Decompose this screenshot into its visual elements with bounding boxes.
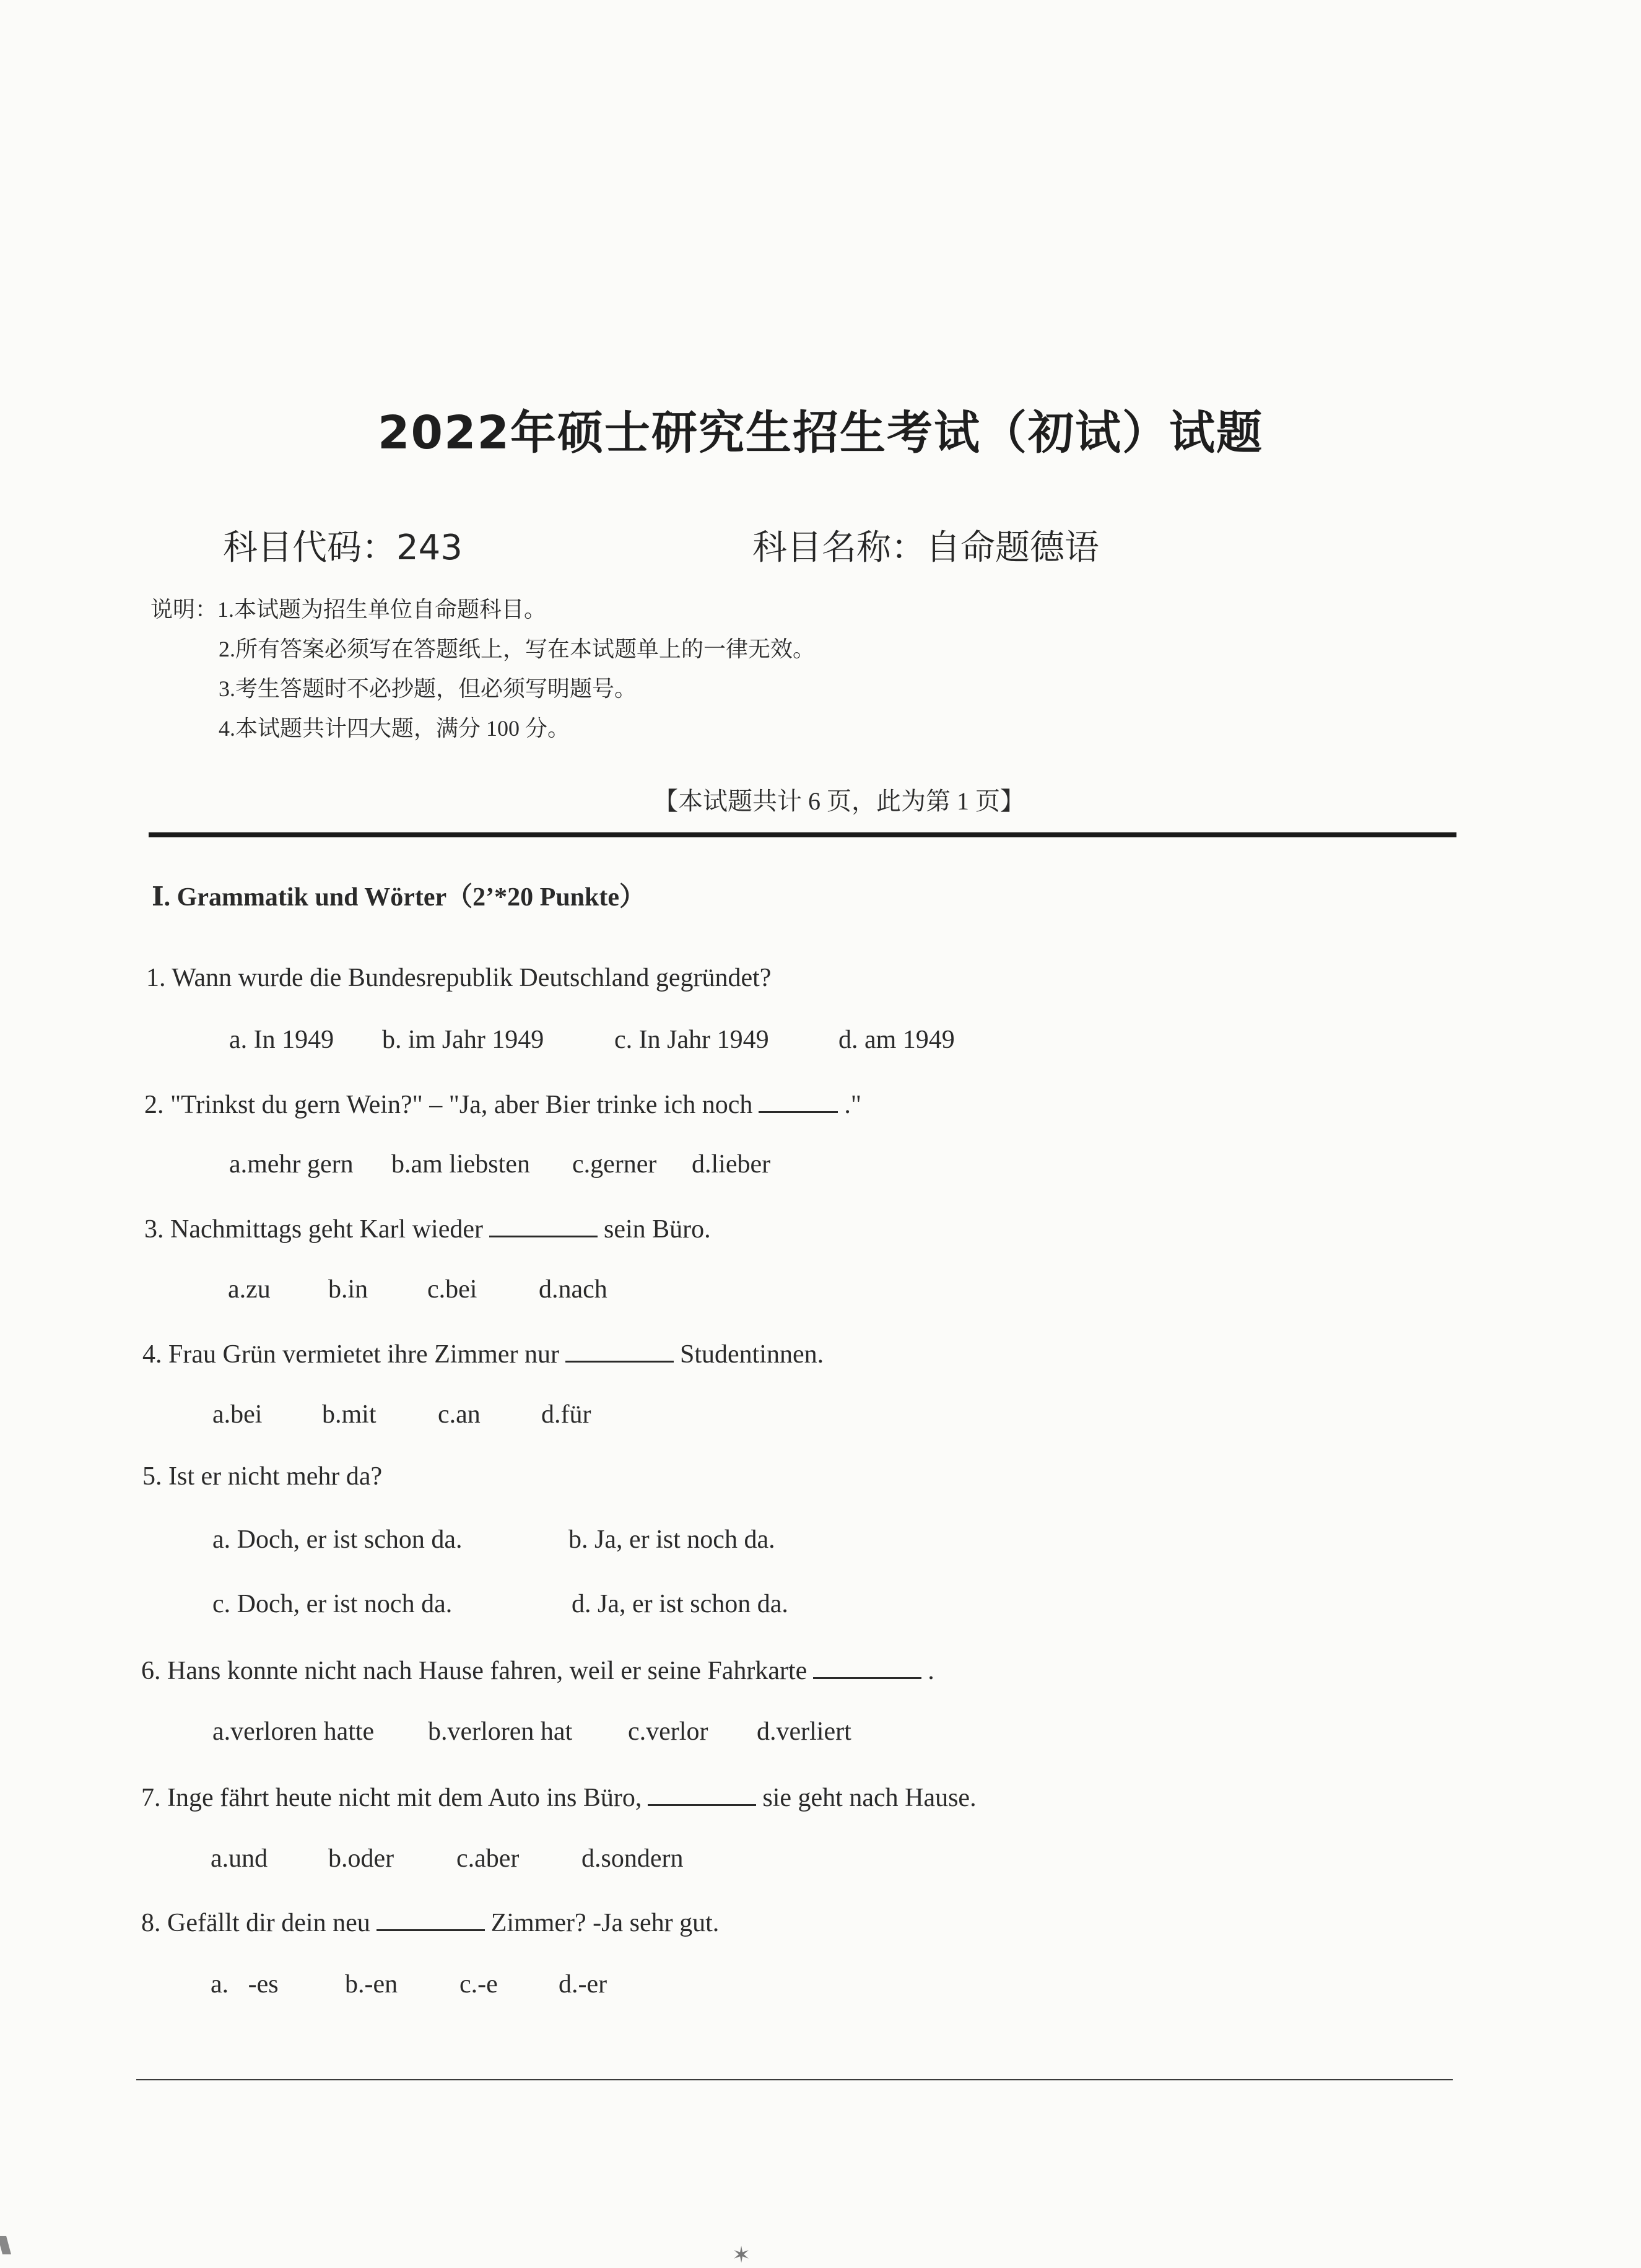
question-4: 4. Frau Grün vermietet ihre Zimmer nur Studentinnen. [142,1337,824,1369]
section-heading: Ⅰ. Grammatik und Wörter（2’*20 Punkte） [152,883,646,912]
question-3: 3. Nachmittags geht Karl wieder sein Büro. [144,1212,711,1244]
question-6: 6. Hans konnte nicht nach Hause fahren, weil er seine Fahrkarte . [141,1654,934,1686]
question-6-options [212,1717,851,1747]
instruction-item: 2.所有答案必须写在答题纸上，写在本试题单上的一律无效。 [219,637,816,661]
answer-blank [489,1212,598,1237]
question-5-options-row-1 [212,1525,775,1555]
answer-blank [377,1906,485,1931]
instruction-item: 3.考生答题时不必抄题，但必须写明题号。 [219,676,637,701]
question-2-options [229,1149,770,1179]
option: a.verloren hatte [212,1717,375,1746]
question-7-options [211,1844,683,1873]
option: d.nach [539,1275,607,1304]
option: c. In Jahr 1949 [614,1026,769,1054]
answer-blank [648,1781,756,1806]
exam-title: 2022年硕士研究生招生考试（初试）试题 [378,406,1263,460]
option: a. In 1949 [229,1026,334,1054]
question-4-options [212,1400,591,1429]
instructions [150,590,815,748]
question-3-options [228,1275,607,1304]
option: c. Doch, er ist noch da. [212,1590,453,1618]
answer-blank [813,1654,921,1679]
option: a.und [211,1844,268,1873]
option: b.oder [328,1844,394,1873]
page-indicator: 【本试题共计 6 页，此为第 1 页】 [653,787,1025,815]
option: a.mehr gern [229,1150,354,1179]
question-8-options [211,1969,607,1999]
question-5-options-row-2 [212,1589,788,1619]
option: a.zu [228,1275,271,1304]
option: d.-er [559,1970,607,1999]
answer-blank [759,1088,838,1113]
option: d. Ja, er ist schon da. [572,1590,788,1618]
option: d.verliert [757,1717,851,1746]
option: d. am 1949 [838,1026,955,1054]
subject-code: 科目代码：243 [223,528,463,568]
question-5: 5. Ist er nicht mehr da? [142,1462,383,1491]
option: c.verlor [628,1717,708,1746]
option: c.an [438,1400,481,1429]
question-7: 7. Inge fährt heute nicht mit dem Auto ins Büro, sie geht nach Hause. [141,1781,977,1813]
option: a.bei [212,1400,263,1429]
instruction-item: 4.本试题共计四大题，满分 100 分。 [219,716,570,741]
scan-artifact-star-icon: ✶ [732,2243,751,2267]
instruction-item: 说明：1.本试题为招生单位自命题科目。 [150,597,547,622]
subject-name: 科目名称：自命题德语 [752,528,1099,568]
question-2: 2. "Trinkst du gern Wein?" – "Ja, aber Bier trinke ich noch ." [144,1088,861,1120]
option: b. im Jahr 1949 [382,1026,544,1054]
question-1-options [229,1025,955,1055]
option: c.-e [459,1970,498,1999]
header-divider [149,832,1456,837]
option: b.verloren hat [428,1717,573,1746]
option: d.für [541,1400,591,1429]
option: d.lieber [692,1150,771,1179]
footer-divider [136,2079,1453,2080]
option: c.aber [456,1844,520,1873]
question-8: 8. Gefällt dir dein neu Zimmer? -Ja sehr gut. [141,1906,719,1938]
option: c.gerner [572,1150,657,1179]
scan-artifact [0,2236,11,2254]
option: b.in [328,1275,368,1304]
option: a. Doch, er ist schon da. [212,1525,463,1554]
option: b.am liebsten [391,1150,530,1179]
option: d.sondern [581,1844,684,1873]
option: b.mit [322,1400,377,1429]
option: b.-en [345,1970,398,1999]
question-1: 1. Wann wurde die Bundesrepublik Deutschland gegründet? [146,964,772,992]
answer-blank [565,1337,674,1363]
option: a. -es [211,1970,279,1999]
instructions-label: 说明： [150,597,218,622]
option: b. Ja, er ist noch da. [568,1525,775,1554]
option: c.bei [427,1275,477,1304]
